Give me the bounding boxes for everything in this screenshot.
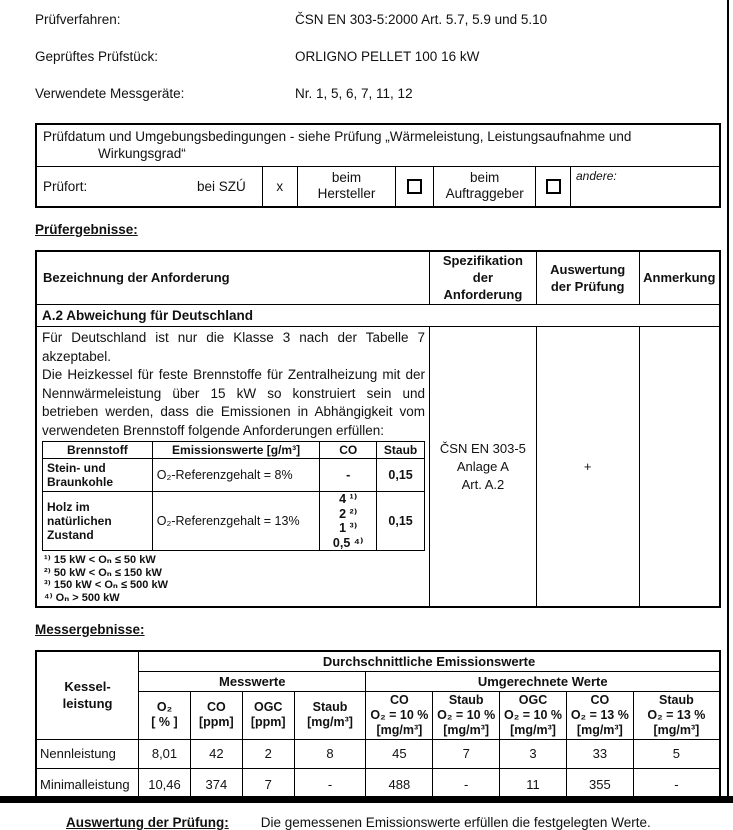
col-co-ppm: CO [ppm]: [190, 691, 242, 739]
fuel-kohle: Stein- und Braunkohle: [43, 459, 153, 492]
checkbox-unchecked-icon: [407, 179, 422, 194]
meta-row-messgeraete: [35, 86, 733, 104]
subgroup-messwerte: Messwerte: [139, 671, 366, 691]
min-ogc: 7: [242, 768, 294, 801]
pruefstueck-value: ORLIGNO PELLET 100 16 kW: [295, 49, 480, 64]
min-o2: 10,46: [139, 768, 191, 801]
min-ogc10: 11: [500, 768, 567, 801]
checkbox-unchecked-icon: [546, 179, 561, 194]
fuel-holz: Holz im natürlichen Zustand: [43, 492, 153, 551]
nenn-o2: 8,01: [139, 739, 191, 768]
emission-limits-header-row: [43, 442, 425, 459]
measurements-subgroup-row: [36, 671, 720, 691]
minimalleistung-label: Minimalleistung: [36, 768, 139, 801]
pruefort-option-hersteller: beim Hersteller: [297, 167, 396, 207]
scan-edge-right: [727, 0, 729, 803]
min-staub13: -: [633, 768, 720, 801]
row-nennleistung: [36, 739, 720, 768]
pruefort-szu-mark: x: [262, 167, 297, 207]
col-anmerkung: Anmerkung: [639, 251, 720, 305]
ref-holz: O₂-Referenzgehalt = 13%: [152, 492, 320, 551]
col-ogc-10: OGC O₂ = 10 % [mg/m³]: [500, 691, 567, 739]
final-evaluation-text: Die gemessenen Emissionswerte erfüllen die festgelegten Werte.: [260, 815, 651, 830]
nenn-ogc: 2: [242, 739, 294, 768]
col-staub-13: Staub O₂ = 13 % [mg/m³]: [633, 691, 720, 739]
subgroup-umgerechnete: Umgerechnete Werte: [366, 671, 720, 691]
requirements-header-row: [36, 251, 720, 305]
group-header-emissionswerte: Durchschnittliche Emissionswerte: [139, 651, 720, 671]
min-staub10: -: [433, 768, 500, 801]
staub-kohle: 0,15: [377, 459, 425, 492]
min-co: 374: [190, 768, 242, 801]
pruefverfahren-label: Prüfverfahren:: [35, 12, 121, 27]
messgeraete-value: Nr. 1, 5, 6, 7, 11, 12: [295, 86, 413, 101]
evaluation-cell: +: [536, 327, 639, 608]
nenn-co10: 45: [366, 739, 433, 768]
messgeraete-label: Verwendete Messgeräte:: [35, 86, 185, 101]
requirements-table: [35, 250, 721, 609]
meta-row-pruefstueck: [35, 49, 733, 67]
kesselleistung-corner: Kessel- leistung: [36, 651, 139, 739]
emission-limits-table: [42, 441, 425, 551]
col-bezeichnung: Bezeichnung der Anforderung: [36, 251, 430, 305]
andere-label: andere:: [571, 167, 721, 207]
pruefort-option-szu: bei SZÚ: [196, 178, 246, 194]
col-brennstoff: Brennstoff: [43, 442, 153, 459]
pruefstueck-label: Geprüftes Prüfstück:: [35, 49, 159, 64]
meta-row-pruefverfahren: [35, 12, 733, 30]
pruefdatum-header-cell: [36, 124, 720, 167]
col-co-10: CO O₂ = 10 % [mg/m³]: [366, 691, 433, 739]
col-staub: Staub: [377, 442, 425, 459]
auftraggeber-checkbox-cell: [536, 167, 571, 207]
col-o2: O₂ [ % ]: [139, 691, 191, 739]
nennleistung-label: Nennleistung: [36, 739, 139, 768]
requirement-cell: [36, 327, 430, 608]
pruefort-cell: [36, 167, 262, 207]
specification-cell: ČSN EN 303-5 Anlage A Art. A.2: [430, 327, 537, 608]
messergebnisse-heading: Messergebnisse:: [35, 622, 145, 637]
pruefverfahren-value: ČSN EN 303-5:2000 Art. 5.7, 5.9 und 5.10: [295, 12, 548, 27]
nenn-staub13: 5: [633, 739, 720, 768]
final-evaluation-label: Auswertung der Prüfung:: [66, 815, 229, 830]
col-co-13: CO O₂ = 13 % [mg/m³]: [566, 691, 633, 739]
requirement-text: Für Deutschland ist nur die Klasse 3 nach der Tabelle 7 akzeptabel. Die Heizkessel für feste Brennstoffe für Zentralheizung mit der Nennwärmeleistung über 15 kW so konstruiert sein und betrieben werden, dass die Emissionen in Abhängigkeit vom verwendeten Brennstoff folgende Anforderungen erfüllen:: [42, 330, 426, 438]
remark-cell: [639, 327, 720, 608]
nenn-co13: 33: [566, 739, 633, 768]
measurements-table: [35, 650, 721, 802]
col-staub-mg: Staub [mg/m³]: [294, 691, 366, 739]
nenn-ogc10: 3: [500, 739, 567, 768]
min-co13: 355: [566, 768, 633, 801]
pruefdatum-box: [35, 123, 721, 208]
co-holz: 4 ¹⁾ 2 ²⁾ 1 ³⁾ 0,5 ⁴⁾: [320, 492, 377, 551]
col-auswertung: Auswertung der Prüfung: [536, 251, 639, 305]
a2-section-title: A.2 Abweichung für Deutschland: [36, 305, 720, 327]
col-ogc-ppm: OGC [ppm]: [242, 691, 294, 739]
ref-kohle: O₂-Referenzgehalt = 8%: [152, 459, 320, 492]
col-spezifikation: Spezifikation der Anforderung: [430, 251, 537, 305]
final-evaluation: [35, 815, 733, 830]
section-row-a2: [36, 305, 720, 327]
pruefort-label: Prüfort:: [43, 178, 88, 194]
hersteller-checkbox-cell: [396, 167, 434, 207]
emission-row-kohle: [43, 459, 425, 492]
measurements-colheader-row: [36, 691, 720, 739]
col-staub-10: Staub O₂ = 10 % [mg/m³]: [433, 691, 500, 739]
staub-holz: 0,15: [377, 492, 425, 551]
nenn-co: 42: [190, 739, 242, 768]
nenn-staub: 8: [294, 739, 366, 768]
col-co: CO: [320, 442, 377, 459]
requirement-body-row: [36, 327, 720, 608]
pruefergebnisse-heading: Prüfergebnisse:: [35, 221, 138, 237]
emission-row-holz: [43, 492, 425, 551]
pruefort-option-auftraggeber: beim Auftraggeber: [434, 167, 536, 207]
pruefdatum-header-line1: Prüfdatum und Umgebungsbedingungen - siehe Prüfung „Wärmeleistung, Leistungsaufnahme und: [43, 129, 632, 144]
nenn-staub10: 7: [433, 739, 500, 768]
scan-edge-bottom: [0, 796, 733, 803]
footnotes: ¹⁾ 15 kW < Oₙ ≤ 50 kW ²⁾ 50 kW < Oₙ ≤ 150 kW ³⁾ 150 kW < Oₙ ≤ 500 kW ⁴⁾ Oₙ > 500 kW: [44, 554, 168, 604]
co-kohle: -: [320, 459, 377, 492]
measurements-group-row: [36, 651, 720, 671]
col-emissionswerte: Emissionswerte [g/m³]: [152, 442, 320, 459]
min-co10: 488: [366, 768, 433, 801]
min-staub: -: [294, 768, 366, 801]
pruefdatum-header-line2: Wirkungsgrad“: [98, 146, 186, 161]
